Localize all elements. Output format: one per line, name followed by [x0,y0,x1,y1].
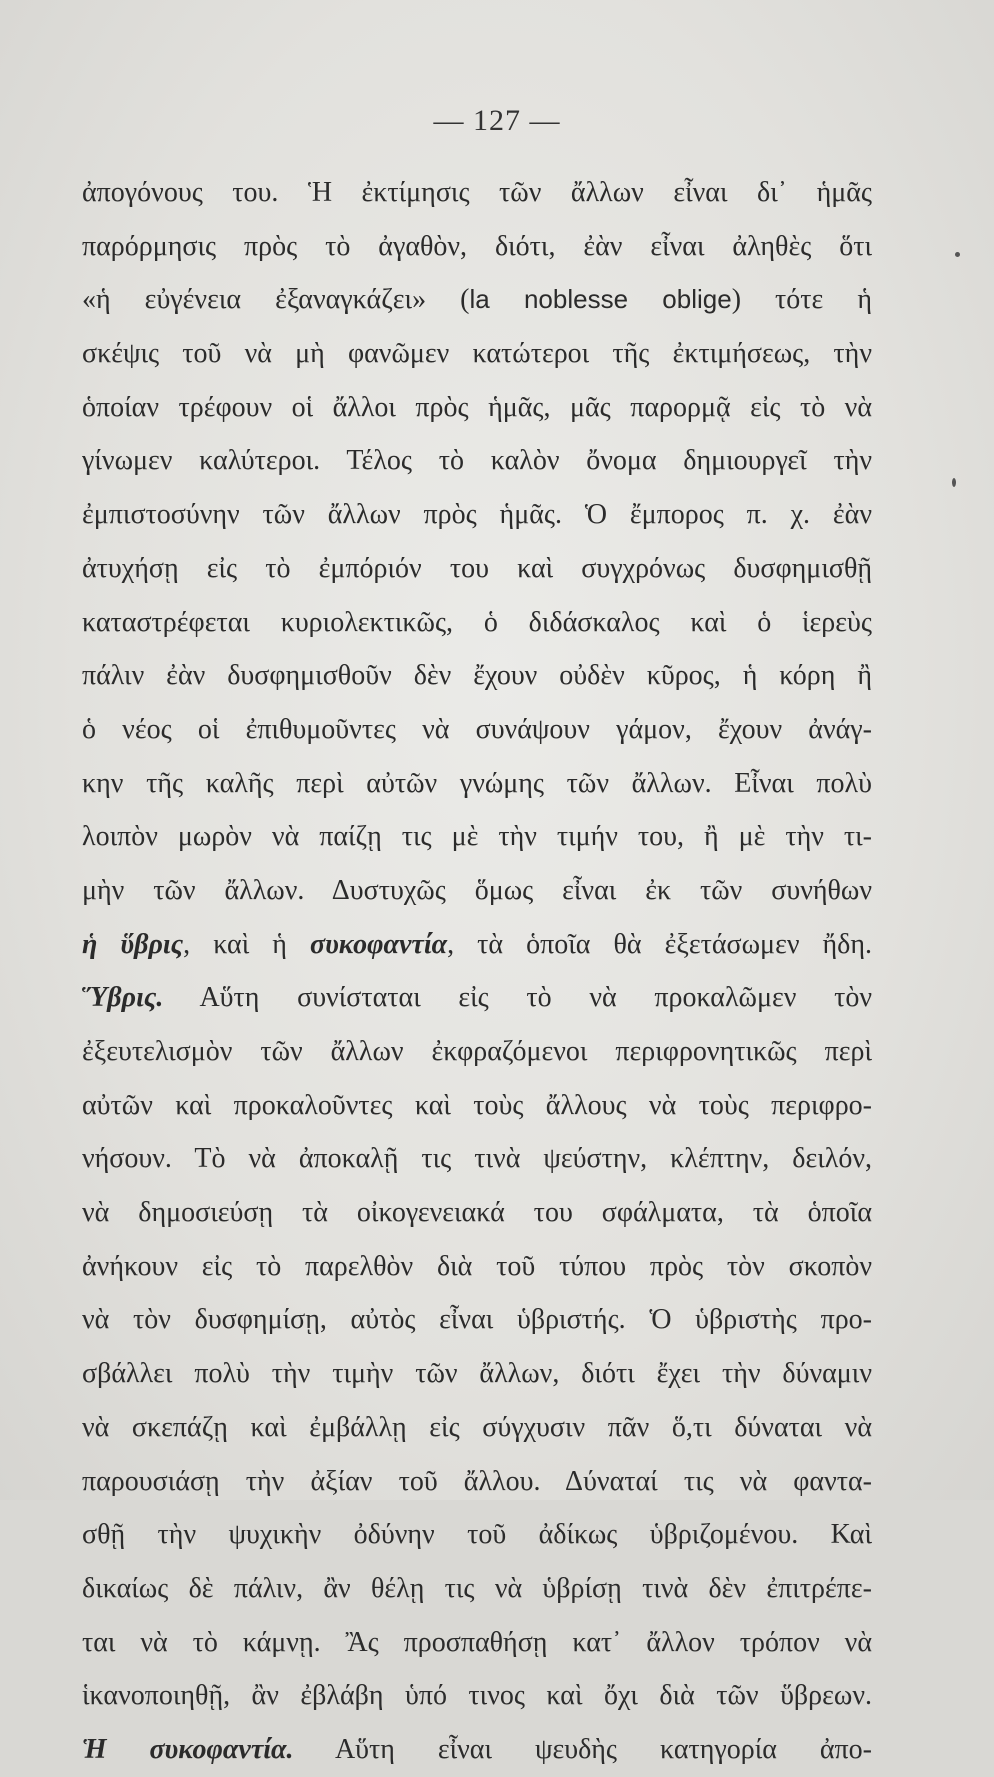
text-line [82,381,872,435]
text-line [82,327,872,381]
text-segment: ἀνήκουν εἰς τὸ παρελθὸν διὰ τοῦ τύπου πρὸς τὸν σκοπὸν [82,1250,872,1282]
text-line [82,488,872,542]
text-segment: νὰ σκεπάζῃ καὶ ἐμβάλλῃ εἰς σύγχυσιν πᾶν ὅ,τι δύναται νὰ [82,1411,872,1443]
text-segment: Αὕτη συνίσταται εἰς τὸ νὰ προκαλῶμεν τὸν [163,982,872,1014]
text-segment: ἐμπιστοσύνην τῶν ἄλλων πρὸς ἡμᾶς. Ὁ ἔμπορος π. χ. ἐὰν [82,499,872,531]
text-line [82,971,872,1025]
text-segment: ἀπογόνους του. Ἡ ἐκτίμησις τῶν ἄλλων εἶναι δι᾽ ἡμᾶς [82,177,872,208]
text-segment: δικαίως δὲ πάλιν, ἂν θέλῃ τις νὰ ὑβρίσῃ τινὰ δὲν ἐπιτρέπε- [82,1572,872,1604]
page-number: — 127 — [433,104,561,137]
text-line [82,1079,872,1133]
text-segment: ) τότε ἡ [731,284,872,316]
text-segment: γίνωμεν καλύτεροι. Τέλος τὸ καλὸν ὄνομα δημιουργεῖ τὴν [82,445,872,477]
print-speck [955,252,960,257]
text-segment: ἀτυχήσῃ εἰς τὸ ἐμπόριόν του καὶ συγχρόνως δυσφημισθῇ [82,552,872,584]
emphasized-term: ἡ ὕβρις [82,928,184,960]
text-segment: νὰ τὸν δυσφημίσῃ, αὐτὸς εἶναι ὑβριστής. Ὁ ὑβριστὴς προ- [82,1304,872,1336]
text-line [82,1455,872,1509]
text-segment: , καὶ ἡ [183,928,310,960]
text-line [82,1562,872,1616]
latin-phrase: la noblesse oblige [469,284,732,315]
text-segment: κην τῆς καλῆς περὶ αὐτῶν γνώμης τῶν ἄλλων. Εἶναι πολὺ [82,767,872,799]
text-line [82,703,872,757]
text-line [82,649,872,703]
text-line [82,1669,872,1723]
text-segment: παρόρμησις πρὸς τὸ ἀγαθὸν, διότι, ἐὰν εἶναι ἀληθὲς ὅτι [82,230,872,262]
text-line [82,1347,872,1401]
text-segment: νὰ δημοσιεύσῃ τὰ οἰκογενειακά του σφάλματα, τὰ ὁποῖα [82,1197,872,1229]
text-line [82,757,872,811]
text-segment: καταστρέφεται κυριολεκτικῶς, ὁ διδάσκαλος καὶ ὁ ἱερεὺς [82,606,872,638]
text-line [82,596,872,650]
text-segment: ὁποίαν τρέφουν οἱ ἄλλοι πρὸς ἡμᾶς, μᾶς παρορμᾷ εἰς τὸ νὰ [82,391,872,423]
text-line [82,166,872,220]
text-line [82,220,872,274]
text-line [82,1186,872,1240]
text-line [82,434,872,488]
text-line [82,1240,872,1294]
text-segment: πάλιν ἐὰν δυσφημισθοῦν δὲν ἔχουν οὐδὲν κῦρος, ἡ κόρη ἢ [82,660,872,692]
print-speck [952,478,956,487]
text-line [82,1508,872,1562]
body-text [82,166,872,1777]
text-line [82,1293,872,1347]
text-line [82,542,872,596]
text-line [82,1025,872,1079]
emphasized-term: Ὕβρις. [82,982,164,1014]
text-segment: ἐξευτελισμὸν τῶν ἄλλων ἐκφραζόμενοι περιφρονητικῶς περὶ [82,1036,872,1067]
text-line [82,918,872,972]
text-line [82,273,872,327]
text-line [82,810,872,864]
text-line [82,864,872,918]
text-segment: παρουσιάσῃ τὴν ἀξίαν τοῦ ἄλλου. Δύναταί τις νὰ φαντα- [82,1465,872,1497]
text-segment: ὁ νέος οἱ ἐπιθυμοῦντες νὰ συνάψουν γάμον, ἔχουν ἀνάγ- [82,713,872,745]
text-segment: μὴν τῶν ἄλλων. Δυστυχῶς ὅμως εἶναι ἐκ τῶν συνήθων [82,874,872,906]
text-segment: Αὕτη εἶναι ψευδὴς κατηγορία ἀπο- [293,1733,872,1765]
text-line [82,1401,872,1455]
text-line [82,1616,872,1670]
text-segment: λοιπὸν μωρὸν νὰ παίζῃ τις μὲ τὴν τιμήν του, ἢ μὲ τὴν τι- [82,821,872,853]
text-segment: σκέψις τοῦ νὰ μὴ φανῶμεν κατώτεροι τῆς ἐκτιμήσεως, τὴν [82,338,872,370]
emphasized-term: Ἡ συκοφαντία. [82,1733,294,1765]
text-segment: σθῇ τὴν ψυχικὴν ὀδύνην τοῦ ἀδίκως ὑβριζομένου. Καὶ [82,1519,872,1551]
emphasized-term: συκοφαντία [310,928,448,960]
text-segment: ται νὰ τὸ κάμνῃ. Ἂς προσπαθήσῃ κατ᾽ ἄλλον τρόπον νὰ [82,1626,872,1658]
text-segment: ἱκανοποιηθῇ, ἂν ἐβλάβη ὑπό τινος καὶ ὄχι διὰ τῶν ὕβρεων. [82,1680,872,1712]
text-segment: , τὰ ὁποῖα θὰ ἐξετάσωμεν ἤδη. [447,928,872,960]
text-segment: σβάλλει πολὺ τὴν τιμὴν τῶν ἄλλων, διότι ἔχει τὴν δύναμιν [82,1358,872,1390]
text-segment: αὐτῶν καὶ προκαλοῦντες καὶ τοὺς ἄλλους νὰ τοὺς περιφρο- [82,1089,872,1121]
text-line [82,1723,872,1777]
text-line [82,1132,872,1186]
text-segment: νήσουν. Τὸ νὰ ἀποκαλῇ τις τινὰ ψεύστην, κλέπτην, δειλόν, [82,1143,872,1175]
text-segment: «ἡ εὐγένεια ἐξαναγκάζει» ( [82,284,470,316]
